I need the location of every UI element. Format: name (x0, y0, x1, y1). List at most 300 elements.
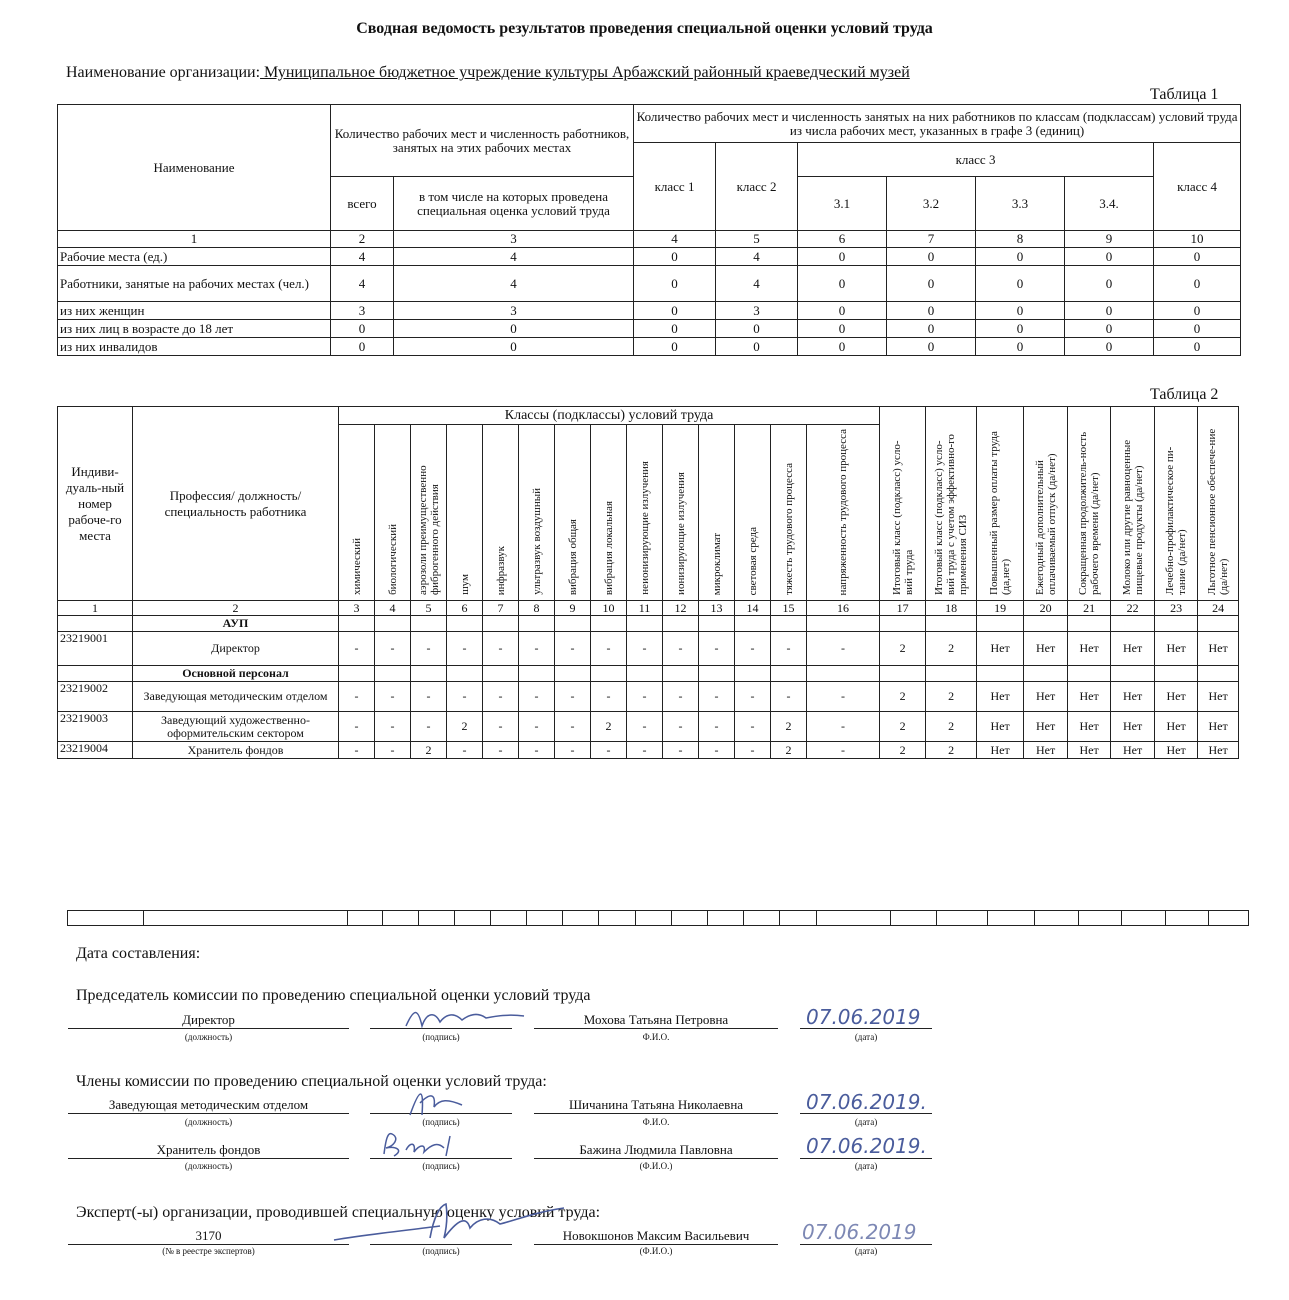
t2-cell: - (483, 742, 519, 759)
t1-head-count-group: Количество рабочих мест и численность работников, занятых на этих рабочих местах (331, 105, 634, 177)
t1-row-label: из них лиц в возрасте до 18 лет (58, 320, 331, 338)
table-row (58, 632, 1239, 666)
strip-divider (490, 911, 491, 925)
chairman-date: 07.06.2019 (806, 1005, 921, 1029)
t2-cell: - (591, 632, 627, 666)
t2-cell: Нет (1068, 712, 1111, 742)
t2-col-number: 16 (807, 601, 880, 616)
section-row (58, 666, 1239, 682)
t2-col-number: 13 (699, 601, 735, 616)
member2-fio: Бажина Людмила Павловна (534, 1142, 778, 1159)
t2-cell: Нет (1068, 682, 1111, 712)
member1-fio: Шичанина Татьяна Николаевна (534, 1097, 778, 1114)
t1-cell: 0 (634, 248, 716, 266)
section-row (58, 616, 1239, 632)
member1-date: 07.06.2019. (806, 1090, 927, 1114)
t1-head-class31: 3.1 (798, 177, 887, 231)
t2-col-number: 14 (735, 601, 771, 616)
t1-cell: 0 (1154, 302, 1241, 320)
t2-head-factor: ультразвук воздушный (519, 425, 555, 601)
t1-cell: 0 (1065, 266, 1154, 302)
t1-cell: 0 (1065, 320, 1154, 338)
t2-cell: Нет (1111, 712, 1155, 742)
expert-signature-caption: (подпись) (422, 1246, 460, 1256)
t2-cell: - (483, 632, 519, 666)
t2-head-extra-5: Молоко или другие равноценные пищевые продукты (да/нет) (1111, 407, 1155, 601)
t2-head-factor: вибрация локальная (591, 425, 627, 601)
chairman-label: Председатель комиссии по проведению специальной оценки условий труда (76, 987, 591, 1004)
strip-divider (1034, 911, 1035, 925)
member2-signature-caption: (подпись) (422, 1161, 460, 1171)
t1-row-label: из них инвалидов (58, 338, 331, 356)
t2-cell: - (735, 712, 771, 742)
t1-cell: 0 (394, 320, 634, 338)
t2-cell: Нет (1111, 682, 1155, 712)
expert-date: 07.06.2019 (802, 1220, 917, 1244)
t2-cell: - (519, 682, 555, 712)
t2-cell: - (339, 712, 375, 742)
t1-head-class-group: Количество рабочих мест и численность занятых на них работников по классам (подклассам) условий труда из числа рабочих мест, указанных в графе 3 (единиц) (634, 105, 1241, 143)
t2-cell: - (339, 632, 375, 666)
t2-cell: - (375, 742, 411, 759)
t1-row-label: Рабочие места (ед.) (58, 248, 331, 266)
t1-cell: 0 (634, 302, 716, 320)
t2-head-extra-1: Итоговый класс (подкласс) усло-вий труда с учетом эффективно-го применения СИЗ (926, 407, 977, 601)
section-title: Основной персонал (133, 666, 339, 682)
expert-label: Эксперт(-ы) организации, проводившей специальную оценку условий труда: (76, 1204, 601, 1221)
t1-cell: 0 (887, 266, 976, 302)
table-row (58, 712, 1239, 742)
t2-cell: Нет (1024, 742, 1068, 759)
t2-cell: Нет (1111, 742, 1155, 759)
t2-cell: 2 (447, 712, 483, 742)
t1-cell: 4 (394, 248, 634, 266)
t1-cell: 3 (331, 302, 394, 320)
strip-divider (1078, 911, 1079, 925)
document-title: Сводная ведомость результатов проведения специальной оценки условий труда (356, 20, 933, 37)
t1-cell: 4 (716, 248, 798, 266)
t2-cell: 2 (411, 742, 447, 759)
t1-cell: 0 (1154, 320, 1241, 338)
table-row (58, 302, 1241, 320)
t2-col-number: 22 (1111, 601, 1155, 616)
section-title: АУП (133, 616, 339, 632)
chairman-date-caption: (дата) (854, 1032, 878, 1042)
table-row (58, 682, 1239, 712)
organization-name: Муниципальное бюджетное учреждение культуры Арбажский районный краеведческий музей (260, 64, 910, 81)
strip-divider (143, 911, 144, 925)
t2-cell: 2 (880, 742, 926, 759)
t1-cell: 0 (331, 320, 394, 338)
t1-col-number: 4 (634, 231, 716, 248)
member2-signature (380, 1128, 470, 1160)
t1-head-class34: 3.4. (1065, 177, 1154, 231)
t1-cell: 4 (716, 266, 798, 302)
t2-cell: - (663, 712, 699, 742)
t2-cell: - (519, 632, 555, 666)
t2-cell: - (627, 682, 663, 712)
t2-col-number: 15 (771, 601, 807, 616)
t2-cell: - (555, 742, 591, 759)
t2-cell: - (447, 742, 483, 759)
t2-head-factor: шум (447, 425, 483, 601)
workplace-id: 23219003 (58, 712, 133, 742)
t2-cell: 2 (880, 712, 926, 742)
t1-column-numbers (58, 231, 1241, 248)
t2-cell: 2 (771, 712, 807, 742)
t1-cell: 0 (1154, 266, 1241, 302)
table1-caption: Таблица 1 (1150, 86, 1219, 103)
expert-registry-number: 3170 (68, 1228, 349, 1245)
t2-cell: 2 (591, 712, 627, 742)
t1-cell: 0 (976, 302, 1065, 320)
t2-cell: Нет (1024, 712, 1068, 742)
strip-divider (454, 911, 455, 925)
t2-head-factor: напряженность трудового процесса (807, 425, 880, 601)
t2-cell: 2 (926, 682, 977, 712)
t1-cell: 3 (716, 302, 798, 320)
t1-cell: 4 (331, 266, 394, 302)
t1-cell: 0 (976, 338, 1065, 356)
chairman-signature (400, 1002, 530, 1032)
member1-position-caption: (должность) (184, 1117, 233, 1127)
t2-cell: - (807, 632, 880, 666)
t2-col-number: 10 (591, 601, 627, 616)
table2-caption: Таблица 2 (1150, 386, 1219, 403)
t1-head-total: всего (331, 177, 394, 231)
strip-divider (816, 911, 817, 925)
t2-cell: - (375, 682, 411, 712)
t2-column-numbers (58, 601, 1239, 616)
t2-cell: - (627, 742, 663, 759)
t2-col-number: 21 (1068, 601, 1111, 616)
t1-cell: 4 (331, 248, 394, 266)
chairman-fio: Мохова Татьяна Петровна (534, 1012, 778, 1029)
t2-head-factor: химический (339, 425, 375, 601)
t2-head-factor: биологический (375, 425, 411, 601)
t2-col-number: 9 (555, 601, 591, 616)
strip-divider (418, 911, 419, 925)
strip-divider (987, 911, 988, 925)
t2-head-factor: аэрозоли преимущественно фиброгенного действия (411, 425, 447, 601)
t2-head-extra-4: Сокращенная продолжитель-ность рабочего времени (да/нет) (1068, 407, 1111, 601)
member1-date-caption: (дата) (854, 1117, 878, 1127)
strip-divider (347, 911, 348, 925)
member1-signature (400, 1085, 470, 1119)
t2-col-number: 24 (1198, 601, 1239, 616)
t1-cell: 0 (634, 266, 716, 302)
t2-cell: 2 (926, 712, 977, 742)
table-row (58, 320, 1241, 338)
t1-col-number: 6 (798, 231, 887, 248)
workplace-name: Заведующая методическим отделом (133, 682, 339, 712)
strip-divider (598, 911, 599, 925)
t2-cell: - (771, 682, 807, 712)
workplace-id: 23219004 (58, 742, 133, 759)
member2-date-caption: (дата) (854, 1161, 878, 1171)
t2-cell: 2 (771, 742, 807, 759)
t1-cell: 0 (331, 338, 394, 356)
t2-cell: - (339, 682, 375, 712)
t2-head-factor: микроклимат (699, 425, 735, 601)
member2-fio-caption: (Ф.И.О.) (639, 1161, 673, 1171)
t2-cell: Нет (1198, 632, 1239, 666)
strip-divider (779, 911, 780, 925)
t2-head-extra-3: Ежегодный дополнительный оплачиваемый отпуск (да/нет) (1024, 407, 1068, 601)
t2-col-number: 18 (926, 601, 977, 616)
t1-col-number: 5 (716, 231, 798, 248)
t2-cell: - (339, 742, 375, 759)
t2-cell: - (735, 682, 771, 712)
t1-cell: 3 (394, 302, 634, 320)
member2-position-caption: (должность) (184, 1161, 233, 1171)
t1-head-class2: класс 2 (716, 143, 798, 231)
t1-cell: 0 (887, 320, 976, 338)
t1-col-number: 1 (58, 231, 331, 248)
chairman-position-caption: (должность) (184, 1032, 233, 1042)
t2-cell: - (735, 742, 771, 759)
t2-cell: Нет (1198, 742, 1239, 759)
t2-cell: 2 (926, 632, 977, 666)
t2-head-extra-0: Итоговый класс (подкласс) усло-вий труда (880, 407, 926, 601)
t2-head-factor: инфразвук (483, 425, 519, 601)
t2-cell: - (807, 712, 880, 742)
strip-divider (382, 911, 383, 925)
chairman-fio-caption: Ф.И.О. (642, 1032, 670, 1042)
t2-col-number: 5 (411, 601, 447, 616)
t2-cell: - (555, 712, 591, 742)
t1-cell: 0 (798, 302, 887, 320)
t1-row-label: Работники, занятые на рабочих местах (чел.) (58, 266, 331, 302)
table-row (58, 338, 1241, 356)
t1-cell: 0 (887, 302, 976, 320)
t2-cell: - (699, 712, 735, 742)
t2-cell: Нет (977, 632, 1024, 666)
t1-cell: 0 (1154, 248, 1241, 266)
t2-head-factor: вибрация общая (555, 425, 591, 601)
t2-cell: - (699, 682, 735, 712)
t1-head-class4: класс 4 (1154, 143, 1241, 231)
t2-col-number: 4 (375, 601, 411, 616)
expert-fio-caption: (Ф.И.О.) (639, 1246, 673, 1256)
member2-date: 07.06.2019. (806, 1134, 927, 1158)
t2-cell: Нет (1155, 682, 1198, 712)
t1-cell: 0 (634, 320, 716, 338)
t2-cell: - (699, 742, 735, 759)
strip-divider (635, 911, 636, 925)
t1-cell: 0 (976, 320, 1065, 338)
t1-cell: 0 (976, 248, 1065, 266)
t2-cell: - (411, 632, 447, 666)
t1-cell: 4 (394, 266, 634, 302)
t2-cell: - (519, 712, 555, 742)
t1-cell: 0 (798, 266, 887, 302)
table-row (58, 266, 1241, 302)
strip-divider (707, 911, 708, 925)
t2-cell: - (663, 632, 699, 666)
t2-col-number: 3 (339, 601, 375, 616)
t1-cell: 0 (887, 338, 976, 356)
t1-col-number: 7 (887, 231, 976, 248)
strip-divider (1121, 911, 1122, 925)
t2-cell: - (447, 632, 483, 666)
t2-cell: Нет (1155, 742, 1198, 759)
t2-head-extra-6: Лечебно-профилактическое пи-тание (да/нет) (1155, 407, 1198, 601)
strip-divider (1165, 911, 1166, 925)
table-row (58, 248, 1241, 266)
member2-position: Хранитель фондов (68, 1142, 349, 1159)
t2-cell: Нет (977, 712, 1024, 742)
t2-cell: - (771, 632, 807, 666)
t2-col-number: 8 (519, 601, 555, 616)
strip-divider (1208, 911, 1209, 925)
t2-cell: - (627, 632, 663, 666)
t2-cell: - (627, 712, 663, 742)
t2-cell: - (555, 632, 591, 666)
t2-cell: Нет (1068, 742, 1111, 759)
strip-divider (743, 911, 744, 925)
t2-cell: 2 (880, 682, 926, 712)
date-label: Дата составления: (76, 945, 201, 962)
expert-date-caption: (дата) (854, 1246, 878, 1256)
t2-head-extra-7: Льготное пенсионное обеспече-ние (да/нет) (1198, 407, 1239, 601)
chairman-signature-caption: (подпись) (422, 1032, 460, 1042)
t1-head-class32: 3.2 (887, 177, 976, 231)
t2-cell: - (807, 682, 880, 712)
t1-cell: 0 (798, 338, 887, 356)
organization-label: Наименование организации: (66, 64, 261, 81)
t2-cell: - (699, 632, 735, 666)
t1-cell: 0 (976, 266, 1065, 302)
chairman-position: Директор (68, 1012, 349, 1029)
member1-fio-caption: Ф.И.О. (642, 1117, 670, 1127)
empty-strip-table (67, 910, 1249, 926)
workplace-name: Директор (133, 632, 339, 666)
t1-cell: 0 (716, 320, 798, 338)
t2-cell: Нет (1024, 682, 1068, 712)
t1-col-number: 10 (1154, 231, 1241, 248)
t2-head-factor: неионизирующие излучения (627, 425, 663, 601)
t2-cell: 2 (880, 632, 926, 666)
t2-head-profession: Профессия/ должность/ специальность работника (133, 407, 339, 601)
t1-col-number: 3 (394, 231, 634, 248)
t2-cell: Нет (977, 682, 1024, 712)
t2-cell: - (447, 682, 483, 712)
t2-cell: - (555, 682, 591, 712)
t1-col-number: 8 (976, 231, 1065, 248)
workplace-name: Заведующий художественно-оформительским сектором (133, 712, 339, 742)
workplace-id: 23219001 (58, 632, 133, 666)
t1-cell: 0 (634, 338, 716, 356)
t2-cell: - (663, 742, 699, 759)
t1-col-number: 2 (331, 231, 394, 248)
t2-cell: Нет (1111, 632, 1155, 666)
workplace-id: 23219002 (58, 682, 133, 712)
member1-position: Заведующая методическим отделом (68, 1097, 349, 1114)
t2-cell: - (663, 682, 699, 712)
t2-cell: 2 (926, 742, 977, 759)
t1-cell: 0 (716, 338, 798, 356)
t2-col-number: 7 (483, 601, 519, 616)
t1-cell: 0 (1154, 338, 1241, 356)
t2-cell: - (735, 632, 771, 666)
t2-cell: - (483, 682, 519, 712)
t2-cell: - (807, 742, 880, 759)
t1-cell: 0 (1065, 302, 1154, 320)
t1-head-class3: класс 3 (798, 143, 1154, 177)
t2-col-number: 20 (1024, 601, 1068, 616)
strip-divider (671, 911, 672, 925)
expert-fio: Новокшонов Максим Васильевич (534, 1228, 778, 1245)
strip-divider (936, 911, 937, 925)
t1-cell: 0 (1065, 338, 1154, 356)
t1-head-assessed: в том числе на которых проведена специальная оценка условий труда (394, 177, 634, 231)
t2-cell: Нет (1155, 632, 1198, 666)
strip-divider (562, 911, 563, 925)
t1-cell: 0 (798, 320, 887, 338)
t2-head-factor: световая среда (735, 425, 771, 601)
t2-col-number: 6 (447, 601, 483, 616)
t2-col-number: 12 (663, 601, 699, 616)
t1-cell: 0 (1065, 248, 1154, 266)
members-label: Члены комиссии по проведению специальной оценки условий труда: (76, 1073, 547, 1090)
expert-registry-caption: (№ в реестре экспертов) (162, 1246, 255, 1256)
t2-head-extra-2: Повышенный размер оплаты труда (да,нет) (977, 407, 1024, 601)
member1-signature-caption: (подпись) (422, 1117, 460, 1127)
t2-col-number: 2 (133, 601, 339, 616)
t1-row-label: из них женщин (58, 302, 331, 320)
t1-cell: 0 (798, 248, 887, 266)
t2-cell: Нет (1155, 712, 1198, 742)
t2-col-number: 11 (627, 601, 663, 616)
workplace-name: Хранитель фондов (133, 742, 339, 759)
t2-head-factor: тяжесть трудового процесса (771, 425, 807, 601)
workplaces-table (57, 406, 1239, 759)
t2-cell: - (375, 712, 411, 742)
strip-divider (526, 911, 527, 925)
t2-cell: Нет (1198, 712, 1239, 742)
summary-table (57, 104, 1241, 356)
t1-head-name: Наименование (58, 105, 331, 231)
t2-cell: - (591, 682, 627, 712)
t2-cell: - (375, 632, 411, 666)
t1-head-class1: класс 1 (634, 143, 716, 231)
t2-col-number: 1 (58, 601, 133, 616)
t2-cell: - (411, 712, 447, 742)
strip-divider (890, 911, 891, 925)
t2-cell: Нет (1198, 682, 1239, 712)
t2-cell: - (591, 742, 627, 759)
t2-cell: - (483, 712, 519, 742)
t2-cell: - (411, 682, 447, 712)
t2-head-id: Индиви-дуаль-ный номер рабоче-го места (58, 407, 133, 601)
table-row (58, 742, 1239, 759)
t2-cell: Нет (1024, 632, 1068, 666)
organization-line (66, 64, 910, 82)
t2-cell: Нет (1068, 632, 1111, 666)
t2-col-number: 23 (1155, 601, 1198, 616)
t1-col-number: 9 (1065, 231, 1154, 248)
t1-cell: 0 (394, 338, 634, 356)
t2-col-number: 17 (880, 601, 926, 616)
t1-head-class33: 3.3 (976, 177, 1065, 231)
t2-col-number: 19 (977, 601, 1024, 616)
t2-head-classes-group: Классы (подклассы) условий труда (339, 407, 880, 425)
t2-cell: - (519, 742, 555, 759)
t1-cell: 0 (887, 248, 976, 266)
t2-head-factor: ионизирующие излучения (663, 425, 699, 601)
t2-cell: Нет (977, 742, 1024, 759)
